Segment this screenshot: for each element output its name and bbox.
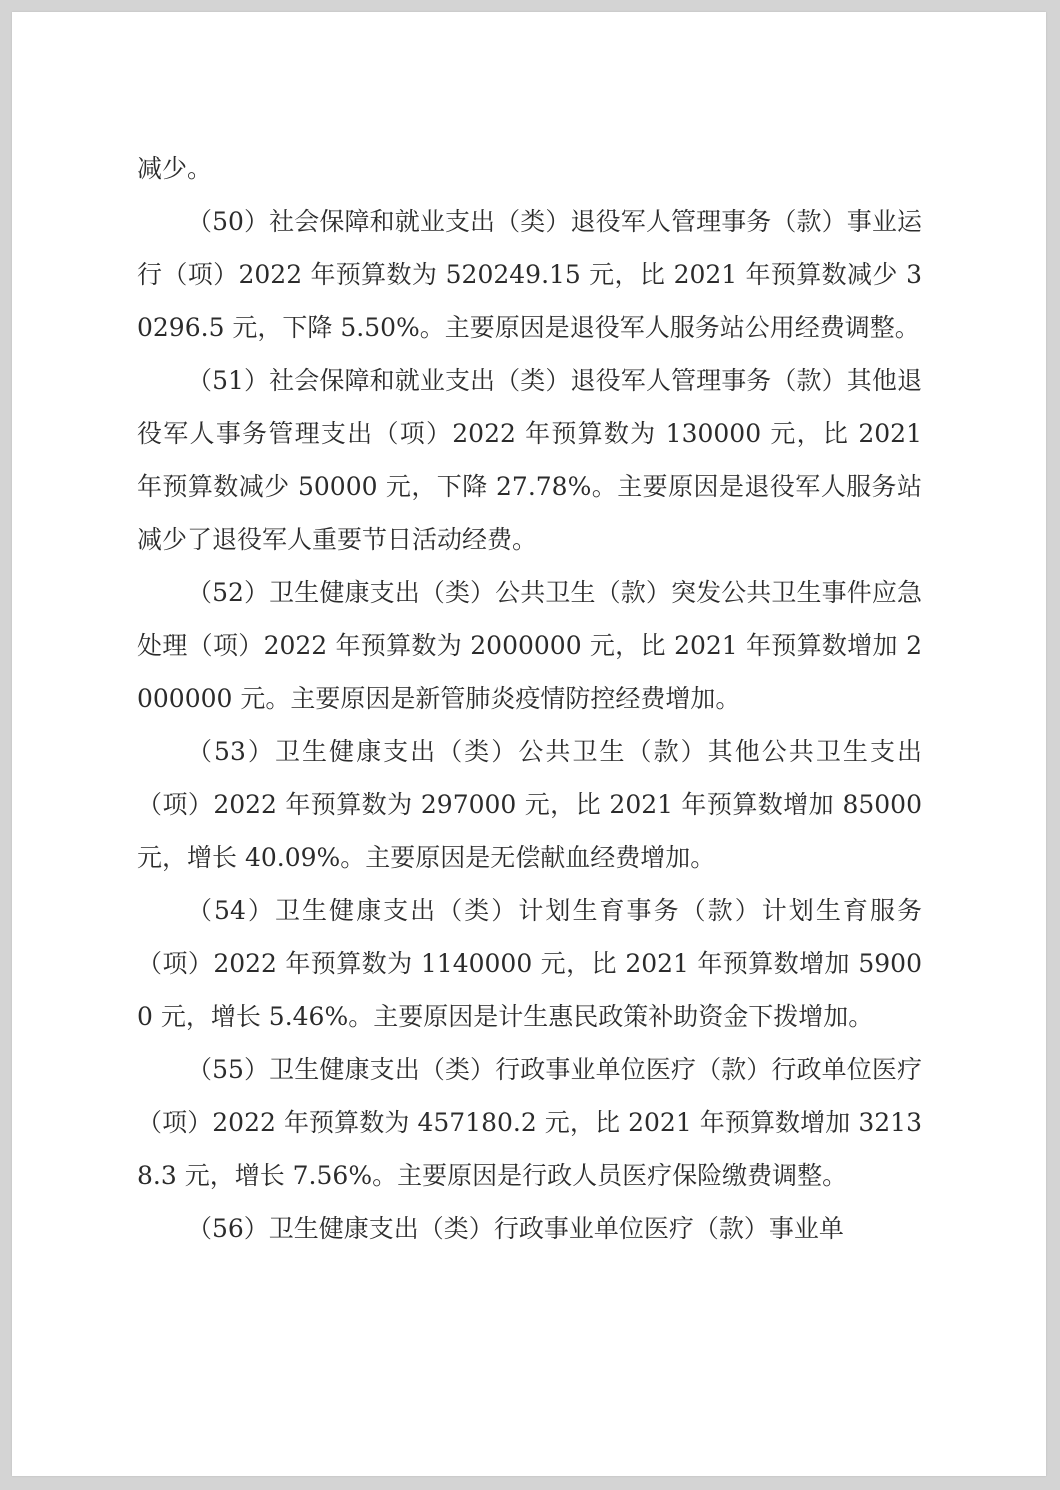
document-page [12,12,1046,1476]
paragraph-item-51: （51）社会保障和就业支出（类）退役军人管理事务（款）其他退役军人事务管理支出（项）2022 年预算数为 130000 元，比 2021 年预算数减少 50000 元，下降 27.78%。主要原因是退役军人服务站减少了退役军人重要节日活动经费。 [137,366,922,554]
paragraph-continuation: 减少。 [137,154,213,183]
paragraph-item-55: （55）卫生健康支出（类）行政事业单位医疗（款）行政单位医疗（项）2022 年预算数为 457180.2 元，比 2021 年预算数增加 32138.3 元，增长 7.56%。主要原因是行政人员医疗保险缴费调整。 [137,1055,922,1190]
paragraph-item-50: （50）社会保障和就业支出（类）退役军人管理事务（款）事业运行（项）2022 年预算数为 520249.15 元，比 2021 年预算数减少 30296.5 元，下降 5.50%。主要原因是退役军人服务站公用经费调整。 [137,207,922,342]
paragraph-item-53: （53）卫生健康支出（类）公共卫生（款）其他公共卫生支出（项）2022 年预算数为 297000 元，比 2021 年预算数增加 85000 元，增长 40.09%。主要原因是无偿献血经费增加。 [137,737,922,872]
page-body [137,142,922,1255]
paragraph-item-52: （52）卫生健康支出（类）公共卫生（款）突发公共卫生事件应急处理（项）2022 年预算数为 2000000 元，比 2021 年预算数增加 2000000 元。主要原因是新管肺炎疫情防控经费增加。 [137,578,922,713]
paragraph-item-56: （56）卫生健康支出（类）行政事业单位医疗（款）事业单 [187,1214,844,1243]
paragraph-item-54: （54）卫生健康支出（类）计划生育事务（款）计划生育服务（项）2022 年预算数为 1140000 元，比 2021 年预算数增加 59000 元，增长 5.46%。主要原因是计生惠民政策补助资金下拨增加。 [137,896,922,1031]
